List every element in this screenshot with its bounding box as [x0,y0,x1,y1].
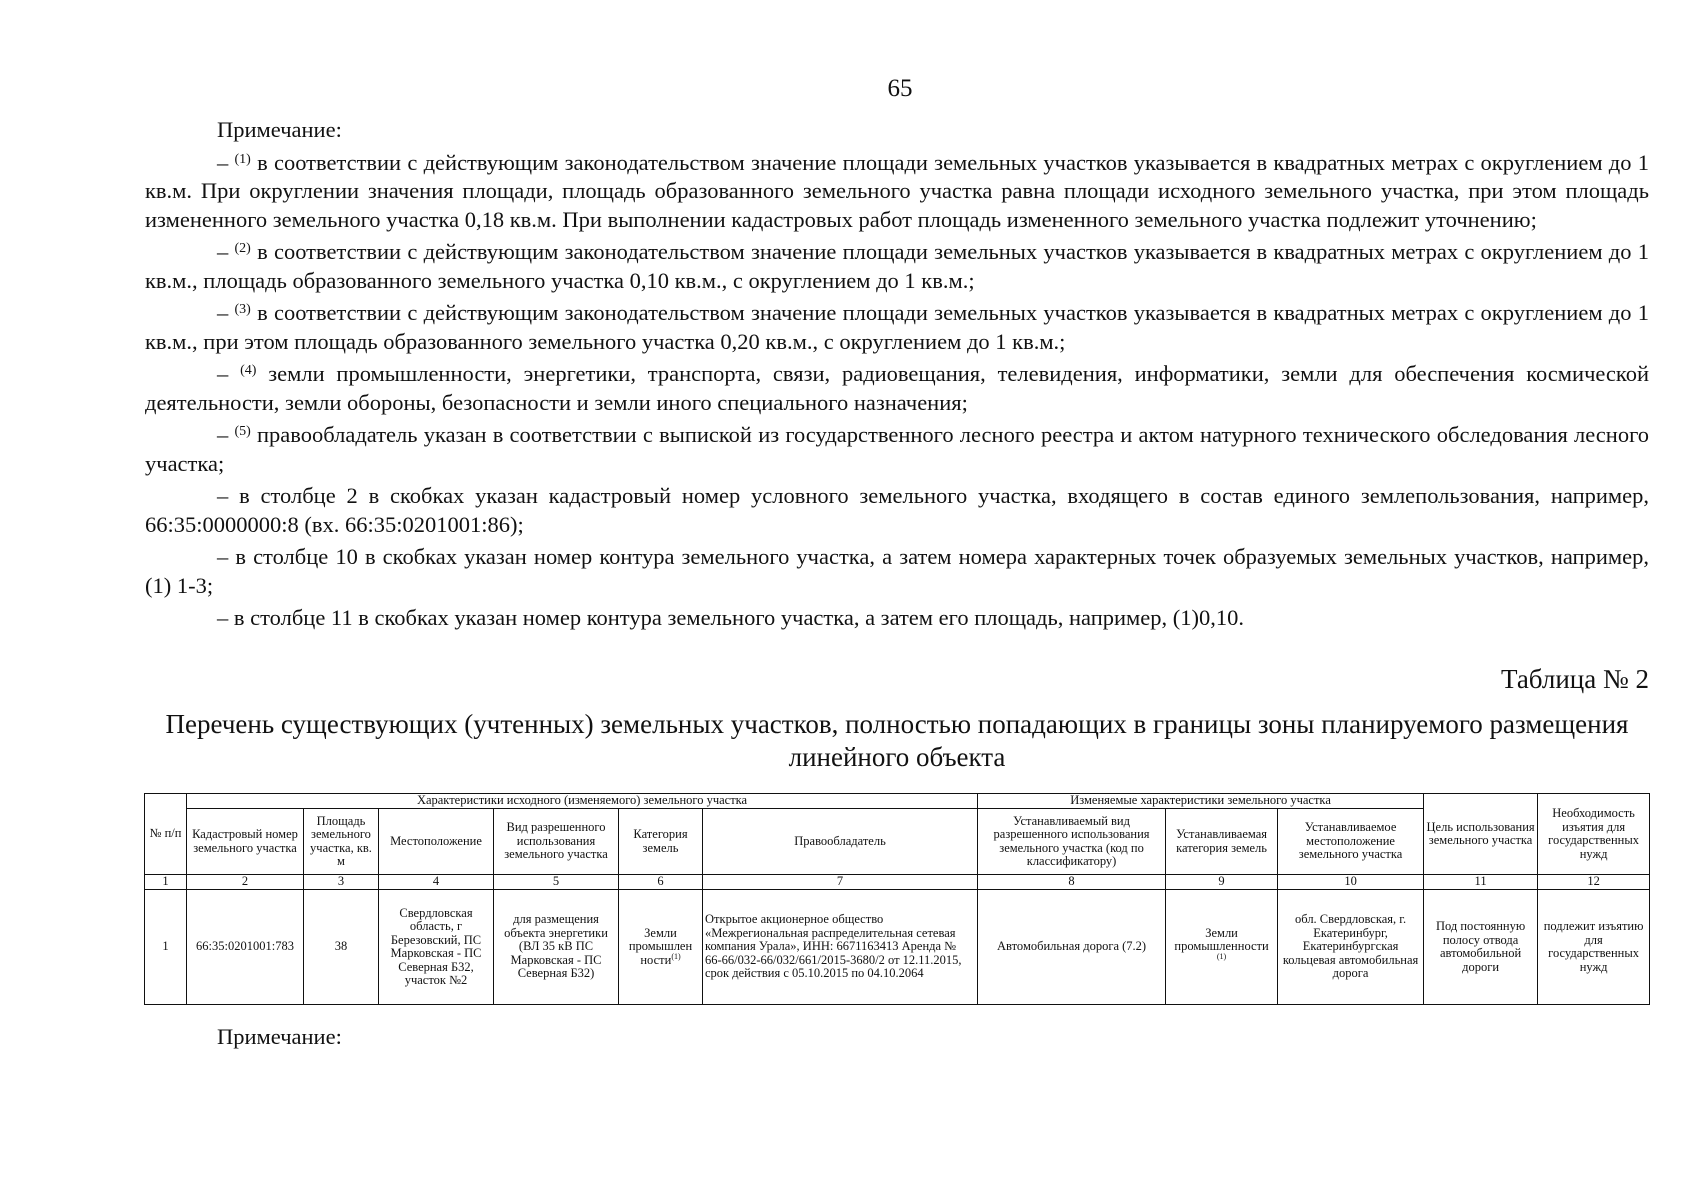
col-header-category: Категория земель [619,809,703,875]
footnote-marker: (1) [234,151,251,167]
note-item: – $^{(5)}$ правообладатель указан в соответствии с выпиской из государственного лесного реестра и актом натурного технического обследования лесного участка; [145,422,1649,476]
cell-new-use: Автомобильная дорога (7.2) [978,890,1166,1005]
column-number: 12 [1538,875,1650,890]
col-header-area: Площадь земельного участка, кв. м [304,809,379,875]
land-plots-table [144,793,1650,1005]
column-number: 3 [304,875,379,890]
cell-use-type: для размещения объекта энергетики (ВЛ 35 кВ ПС Марковская - ПС Северная Б32) [494,890,619,1005]
cell-purpose: Под постоянную полосу отвода автомобильной дороги [1424,890,1538,1005]
column-number: 1 [145,875,187,890]
col-header-purpose: Цель использования земельного участка [1424,794,1538,875]
note-item: – в столбце 11 в скобках указан номер контура земельного участка, а затем его площадь, например, (1)0,10. [217,605,1245,630]
column-number: 4 [379,875,494,890]
group-header-source: Характеристики исходного (изменяемого) земельного участка [187,794,978,809]
col-header-location: Местоположение [379,809,494,875]
notes-heading: Примечание: [217,117,342,142]
bottom-note-heading: Примечание: [217,1024,342,1049]
footnote-marker: (4) [240,363,257,378]
note-item: – $^{(4)}$ земли промышленности, энергетики, транспорта, связи, радиовещания, телевидения, информатики, земли для обеспечения космической деятельности, земли обороны, безопасности и земли иного специального назначения; [145,361,1649,415]
cell-row-no: 1 [145,890,187,1005]
col-header-holder: Правообладатель [703,809,978,875]
cell-location: Свердловская область, г Березовский, ПС Марковская - ПС Северная Б32, участок №2 [379,890,494,1005]
cell-new-location: обл. Свердловская, г. Екатеринбург, Екатеринбургская кольцевая автомобильная дорога [1278,890,1424,1005]
table-number: Таблица № 2 [1501,664,1649,694]
column-number: 6 [619,875,703,890]
cell-necessity: подлежит изъятию для государственных нужд [1538,890,1650,1005]
column-number: 11 [1424,875,1538,890]
col-header-new-use: Устанавливаемый вид разрешенного использования земельного участка (код по классификатору) [978,809,1166,875]
note-item: – $^{(2)}$ в соответствии с действующим законодательством значение площади земельных участков указывается в квадратных метрах с округлением до 1 кв.м., площадь образованного земельного участка 0,10 кв.м., с округлением до 1 кв.м.; [145,239,1650,293]
column-number: 7 [703,875,978,890]
note-item: – в столбце 2 в скобках указан кадастровый номер условного земельного участка, входящего в состав единого землепользования, например, 66:35:0000000:8 (вх. 66:35:0201001:86); [145,483,1649,537]
col-header-new-location: Устанавливаемое местоположение земельного участка [1278,809,1424,875]
col-header-necessity: Необходимость изъятия для государственных нужд [1538,794,1650,875]
footnote-marker: (2) [234,241,251,256]
note-item: – в столбце 10 в скобках указан номер контура земельного участка, а затем номера характерных точек образуемых земельных участков, например, (1) 1-3; [145,544,1649,598]
table-row [145,890,1650,1005]
column-number: 10 [1278,875,1424,890]
table-group-header-row [145,794,1650,809]
cell-holder: Открытое акционерное общество «Межрегиональная распределительная сетевая компания Урала», ИНН: 6671163413 Аренда № 66-66/032-66/032/661/2015-3680/2 от 12.11.2015, срок действия с 05.10.2015 по 04.10.2064 [703,890,978,1005]
column-number: 9 [1166,875,1278,890]
column-number: 2 [187,875,304,890]
page-number: 65 [887,75,913,102]
cell-new-category: Земли промышленности $^{(1)}$ [1166,890,1278,1005]
cell-category: Земли промышлен ности$^{(1)}$ [619,890,703,1005]
col-header-use-type: Вид разрешенного использования земельного участка [494,809,619,875]
column-number: 8 [978,875,1166,890]
column-number-row [145,875,1650,890]
cell-area: 38 [304,890,379,1005]
col-header-cadastral: Кадастровый номер земельного участка [187,809,304,875]
cell-cadastral: 66:35:0201001:783 [187,890,304,1005]
column-number: 5 [494,875,619,890]
note-item: – $^{(3)}$ в соответствии с действующим законодательством значение площади земельных участков указывается в квадратных метрах с округлением до 1 кв.м., при этом площадь образованного земельного участка 0,20 кв.м., с округлением до 1 кв.м.; [145,300,1650,354]
footnote-marker: (1) [1216,951,1227,961]
col-header-new-category: Устанавливаемая категория земель [1166,809,1278,875]
footnote-marker: (3) [234,302,251,317]
notes-section [145,116,1649,637]
col-header-row-no: № п/п [145,794,187,875]
note-item: – $^{(1)}$ в соответствии с действующим законодательством значение площади земельных участков указывается в квадратных метрах с округлением до 1 кв.м. При округлении значения площади, площадь образованного земельного участка равна площади исходного земельного участка, при этом площадь измененного земельного участка 0,18 кв.м. При выполнении кадастровых работ площадь измененного земельного участка подлежит уточнению; [145,149,1650,232]
footnote-marker: (5) [234,424,251,439]
group-header-changed: Изменяемые характеристики земельного участка [978,794,1424,809]
table-title: Перечень существующих (учтенных) земельных участков, полностью попадающих в границы зоны планируемого размещения линейного объекта [165,709,1629,772]
footnote-marker: (1) [671,951,681,961]
